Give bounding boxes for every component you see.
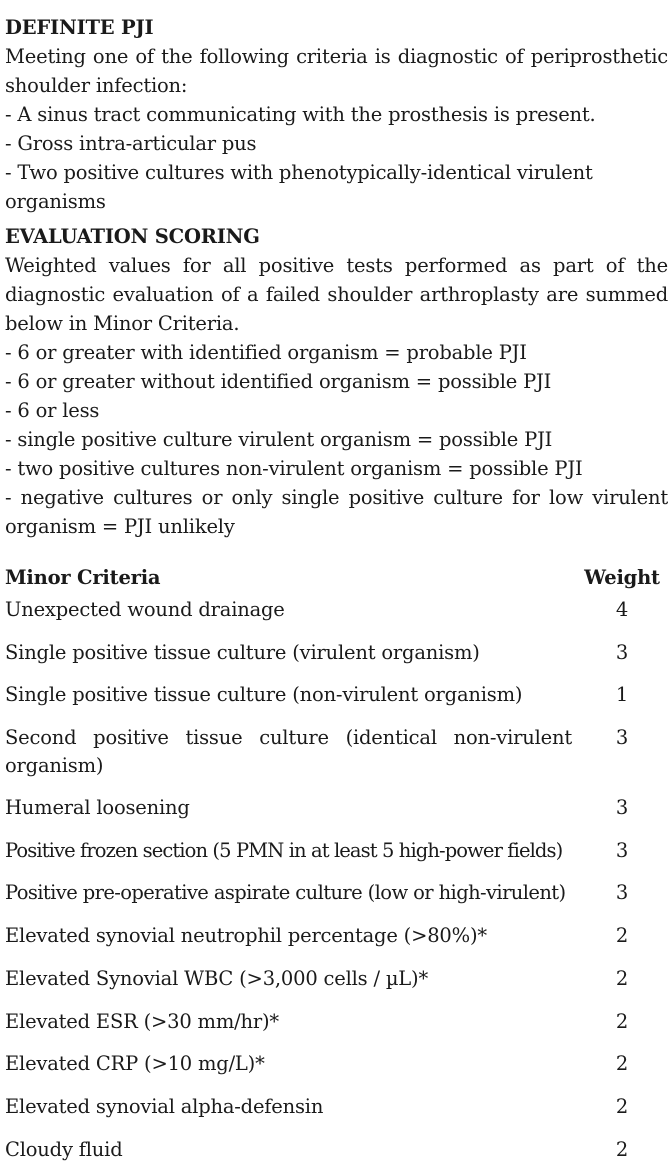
- criterion-cell: Elevated CRP (>10 mg/L)*: [5, 1052, 265, 1076]
- weight-cell: 3: [615, 640, 629, 664]
- criterion-cell: Elevated ESR (>30 mm/hr)*: [5, 1009, 279, 1033]
- weight-cell: 3: [615, 838, 629, 862]
- weight-cell: 4: [615, 598, 629, 621]
- evaluation-scoring-list: [5, 338, 668, 541]
- table-row: [5, 835, 668, 878]
- table-row: [5, 963, 668, 1006]
- criterion-cell: Single positive tissue culture (virulent organism): [5, 640, 480, 664]
- definite-pji-intro: Meeting one of the following criteria is diagnostic of periprosthetic shoulder infection:: [5, 45, 668, 97]
- evaluation-scoring-intro: Weighted values for all positive tests performed as part of the diagnostic evaluation of a failed shoulder arthroplasty are summed below in Minor Criteria.: [5, 254, 668, 335]
- table-row: [5, 1006, 668, 1049]
- definite-pji-list: [5, 100, 668, 216]
- definite-pji-item: - Two positive cultures with phenotypically-identical virulent organisms: [5, 161, 593, 213]
- criterion-cell: Elevated synovial neutrophil percentage (>80%)*: [5, 924, 487, 948]
- weight-cell: 2: [615, 1009, 629, 1033]
- table-row: [5, 877, 668, 920]
- evaluation-scoring-section: [5, 222, 668, 541]
- criterion-cell: Single positive tissue culture (non-virulent organism): [5, 683, 523, 707]
- weight-cell: 2: [615, 1137, 629, 1161]
- definite-pji-section: [5, 13, 668, 216]
- criteria-column-header: Minor Criteria: [5, 566, 161, 589]
- table-row: [5, 1134, 668, 1176]
- weight-cell: 2: [615, 966, 629, 990]
- table-row: [5, 1091, 668, 1134]
- weight-cell: 2: [615, 1094, 629, 1118]
- table-header-row: [5, 562, 668, 594]
- evaluation-item: - single positive culture virulent organism = possible PJI: [5, 428, 553, 451]
- criterion-cell: Humeral loosening: [5, 796, 190, 820]
- weight-cell: 3: [615, 796, 629, 820]
- criterion-cell: Positive pre-operative aspirate culture (low or high-virulent): [5, 881, 566, 905]
- table-row: [5, 594, 668, 637]
- weight-cell: 2: [615, 924, 629, 948]
- definite-pji-item: - Gross intra-articular pus: [5, 132, 257, 155]
- evaluation-item: - negative cultures or only single positive culture for low virulent organism = PJI unlikely: [5, 486, 668, 538]
- evaluation-item: - 6 or greater with identified organism = probable PJI: [5, 341, 527, 364]
- weight-cell: 1: [615, 683, 629, 707]
- criterion-cell: Elevated synovial alpha-defensin: [5, 1094, 324, 1118]
- criterion-cell: Unexpected wound drainage: [5, 598, 285, 621]
- criterion-cell: Elevated Synovial WBC (>3,000 cells / µL)*: [5, 966, 429, 990]
- weight-cell: 2: [615, 1052, 629, 1076]
- criterion-cell: Second positive tissue culture (identical non-virulent organism): [5, 726, 572, 778]
- criterion-cell: Positive frozen section (5 PMN in at least 5 high-power fields): [5, 838, 563, 862]
- table-row: [5, 722, 668, 792]
- evaluation-scoring-heading: EVALUATION SCORING: [5, 225, 260, 248]
- table-row: [5, 1048, 668, 1091]
- evaluation-item: - two positive cultures non-virulent organism = possible PJI: [5, 457, 583, 480]
- evaluation-item: - 6 or greater without identified organism = possible PJI: [5, 370, 552, 393]
- table-row: [5, 792, 668, 835]
- evaluation-item: - 6 or less: [5, 399, 100, 422]
- criterion-cell: Cloudy fluid: [5, 1137, 123, 1161]
- table-row: [5, 679, 668, 722]
- definite-pji-item: - A sinus tract communicating with the prosthesis is present.: [5, 103, 596, 126]
- weight-cell: 3: [615, 881, 629, 905]
- minor-criteria-table: [5, 562, 668, 1176]
- weight-column-header: Weight: [584, 566, 660, 589]
- table-row: [5, 920, 668, 963]
- definite-pji-heading: DEFINITE PJI: [5, 16, 154, 39]
- weight-cell: 3: [615, 726, 629, 750]
- table-row: [5, 637, 668, 680]
